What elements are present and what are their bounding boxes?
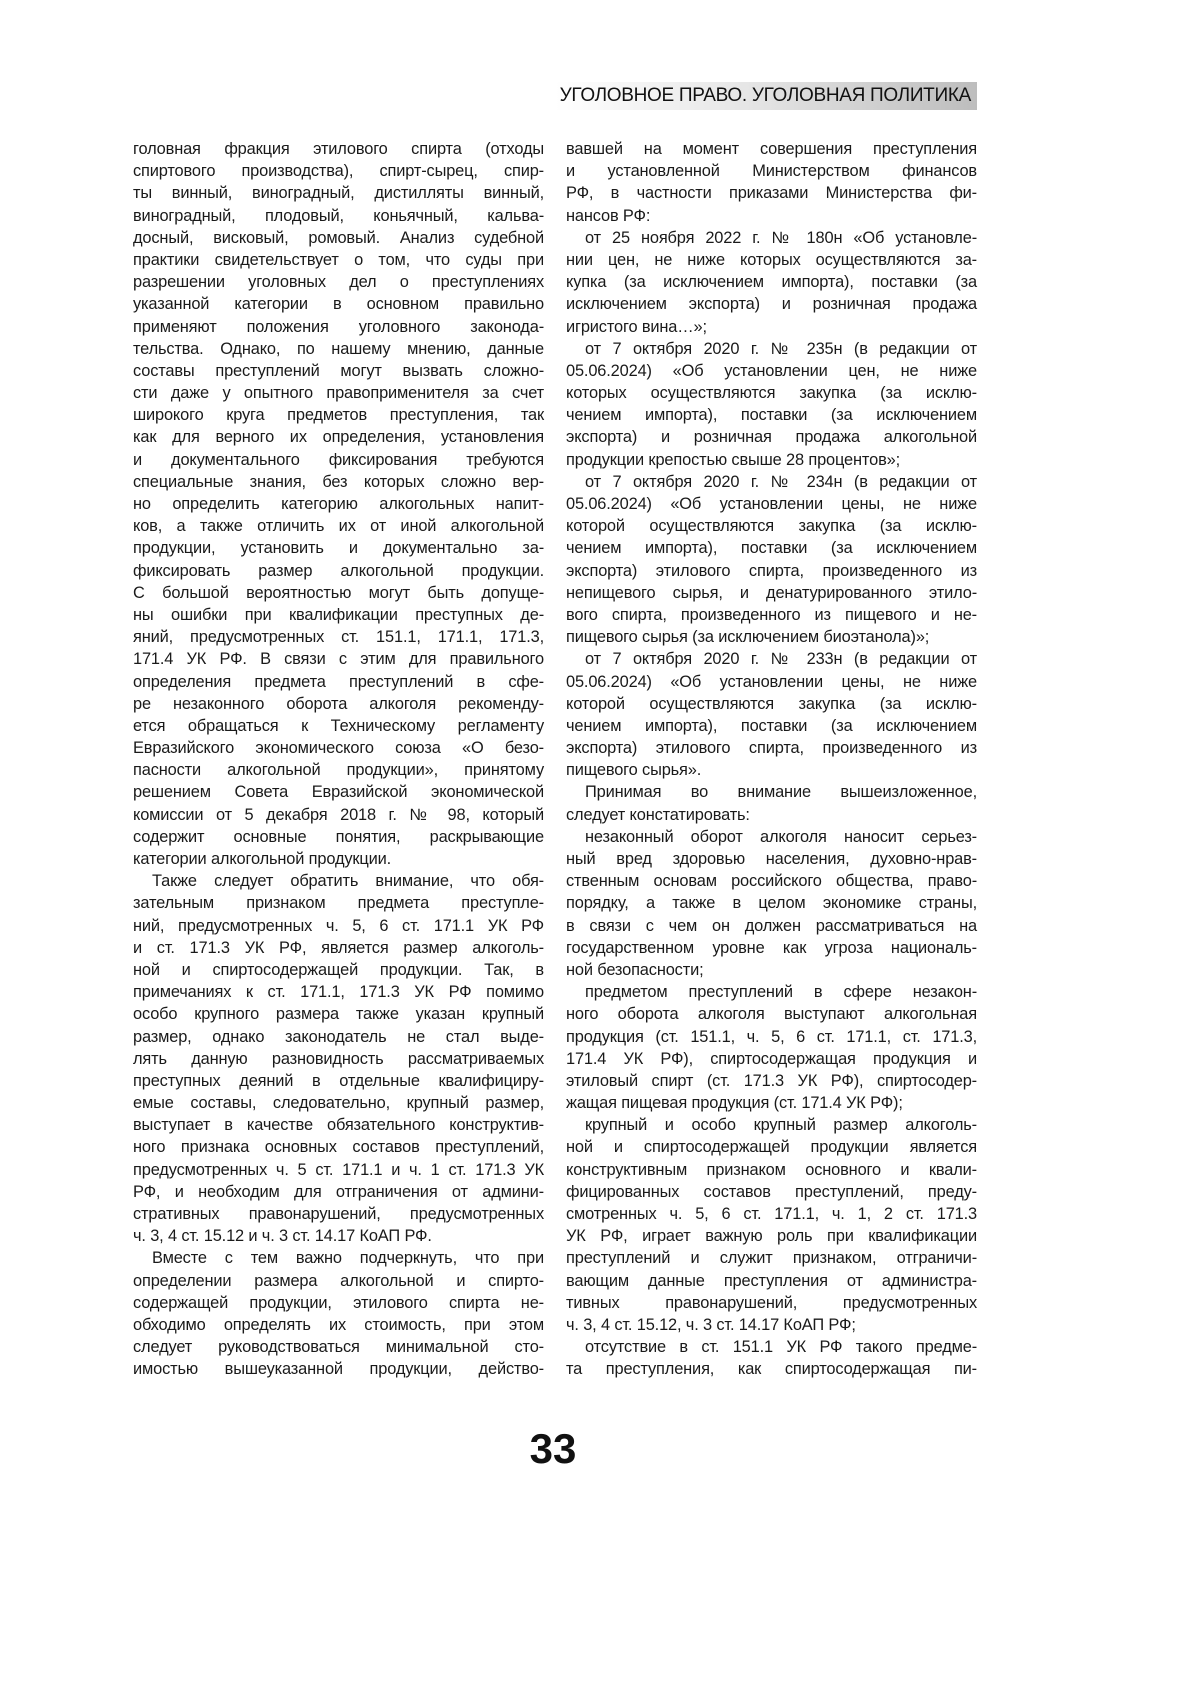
text-line: применяют положения уголовного законода- <box>133 316 544 338</box>
text-line: ного оборота алкоголя выступают алкогольная <box>566 1003 977 1025</box>
text-line: 171.4 УК РФ. В связи с этим для правильного <box>133 648 544 670</box>
text-line: пищевого сырья». <box>566 759 977 781</box>
text-line: от 25 ноября 2022 г. № 180н «Об установле- <box>566 227 977 249</box>
text-line: экспорта) и розничная продажа алкогольной <box>566 426 977 448</box>
text-line: предметом преступлений в сфере незакон- <box>566 981 977 1003</box>
text-line: сти даже у опытного правоприменителя за счет <box>133 382 544 404</box>
text-line: исключением экспорта) и розничная продажа <box>566 293 977 315</box>
text-line: виноградный, плодовый, коньячный, кальва- <box>133 205 544 227</box>
text-line: экспорта) этилового спирта, произведенного из <box>566 560 977 582</box>
text-line: примечаниях к ст. 171.1, 171.3 УК РФ помимо <box>133 981 544 1003</box>
text-line: этиловый спирт (ст. 171.3 УК РФ), спиртосодер- <box>566 1070 977 1092</box>
text-line: яний, предусмотренных ст. 151.1, 171.1, 171.3, <box>133 626 544 648</box>
text-line: 05.06.2024) «Об установлении цены, не ниже <box>566 671 977 693</box>
text-line: лять данную разновидность рассматриваемых <box>133 1048 544 1070</box>
text-line: определения предмета преступлений в сфе- <box>133 671 544 693</box>
text-line: досный, висковый, ромовый. Анализ судебной <box>133 227 544 249</box>
text-line: ный вред здоровью населения, духовно-нрав- <box>566 848 977 870</box>
text-line: УК РФ, играет важную роль при квалификации <box>566 1225 977 1247</box>
text-line: определении размера алкогольной и спирто- <box>133 1270 544 1292</box>
text-line: ний, предусмотренных ч. 5, 6 ст. 171.1 УК РФ <box>133 915 544 937</box>
text-line: ственным основам российского общества, право- <box>566 870 977 892</box>
text-line: имостью вышеуказанной продукции, действо- <box>133 1358 544 1380</box>
text-line: непищевого сырья, и денатурированного этило- <box>566 582 977 604</box>
paragraph <box>133 138 544 870</box>
text-line: экспорта) этилового спирта, произведенного из <box>566 737 977 759</box>
paragraph <box>133 1247 544 1380</box>
text-line: размер, однако законодатель не стал выде- <box>133 1026 544 1048</box>
text-line: в связи с чем он должен рассматриваться на <box>566 915 977 937</box>
text-line: незаконный оборот алкоголя наносит серьез- <box>566 826 977 848</box>
text-line: РФ, в частности приказами Министерства фи- <box>566 182 977 204</box>
page-number: 33 <box>0 1425 1106 1473</box>
text-line: игристого вина…»; <box>566 316 977 338</box>
text-line: ре незаконного оборота алкоголя рекоменду- <box>133 693 544 715</box>
text-line: зательным признаком предмета преступле- <box>133 892 544 914</box>
text-line: ется обращаться к Техническому регламенту <box>133 715 544 737</box>
text-line: емые составы, следовательно, крупный размер, <box>133 1092 544 1114</box>
running-header <box>555 82 977 110</box>
text-line: чением импорта), поставки (за исключением <box>566 537 977 559</box>
text-line: практики свидетельствует о том, что суды при <box>133 249 544 271</box>
text-line: ты винный, виноградный, дистилляты винный, <box>133 182 544 204</box>
paragraph <box>566 781 977 825</box>
paragraph <box>566 227 977 338</box>
paragraph <box>566 471 977 649</box>
text-line: ков, а также отличить их от иной алкогольной <box>133 515 544 537</box>
text-line: следует руководствоваться минимальной сто- <box>133 1336 544 1358</box>
text-line: спиртового производства), спирт-сырец, спир- <box>133 160 544 182</box>
paragraph <box>133 870 544 1247</box>
text-line: РФ, и необходим для отграничения от админи- <box>133 1181 544 1203</box>
right-column <box>566 138 977 1381</box>
text-line: продукции крепостью свыше 28 процентов»; <box>566 449 977 471</box>
text-line: ч. 3, 4 ст. 15.12, ч. 3 ст. 14.17 КоАП РФ; <box>566 1314 977 1336</box>
text-line: и установленной Министерством финансов <box>566 160 977 182</box>
text-line: Также следует обратить внимание, что обя- <box>133 870 544 892</box>
text-line: широкого круга предметов преступления, так <box>133 404 544 426</box>
text-line: предусмотренных ч. 5 ст. 171.1 и ч. 1 ст. 171.3 УК <box>133 1159 544 1181</box>
text-line: пищевого сырья (за исключением биоэтанола)»; <box>566 626 977 648</box>
text-line: разрешении уголовных дел о преступлениях <box>133 271 544 293</box>
text-line: но определить категорию алкогольных напит- <box>133 493 544 515</box>
text-line: жащая пищевая продукция (ст. 171.4 УК РФ); <box>566 1092 977 1114</box>
text-line: от 7 октября 2020 г. № 235н (в редакции от <box>566 338 977 360</box>
paragraph <box>566 826 977 981</box>
paragraph <box>566 138 977 227</box>
text-line: решением Совета Евразийской экономической <box>133 781 544 803</box>
text-line: комиссии от 5 декабря 2018 г. № 98, который <box>133 804 544 826</box>
text-line: нансов РФ: <box>566 205 977 227</box>
text-line: нии цен, не ниже которых осуществляются за- <box>566 249 977 271</box>
paragraph <box>566 1114 977 1336</box>
text-line: Вместе с тем важно подчеркнуть, что при <box>133 1247 544 1269</box>
text-line: ного признака основных составов преступлений, <box>133 1136 544 1158</box>
text-line: составы преступлений могут вызвать сложно- <box>133 360 544 382</box>
text-line: вого спирта, произведенного из пищевого и не- <box>566 604 977 626</box>
text-line: от 7 октября 2020 г. № 234н (в редакции от <box>566 471 977 493</box>
text-line: указанной категории в основном правильно <box>133 293 544 315</box>
text-line: 171.4 УК РФ), спиртосодержащая продукция и <box>566 1048 977 1070</box>
text-line: ной и спиртосодержащей продукции. Так, в <box>133 959 544 981</box>
paragraph <box>566 338 977 471</box>
text-line: обходимо определять их стоимость, при этом <box>133 1314 544 1336</box>
text-line: головная фракция этилового спирта (отходы <box>133 138 544 160</box>
text-line: 05.06.2024) «Об установлении цен, не ниже <box>566 360 977 382</box>
left-column <box>133 138 544 1381</box>
text-line: и документального фиксирования требуются <box>133 449 544 471</box>
text-line: продукция (ст. 151.1, ч. 5, 6 ст. 171.1, ст. 171.3, <box>566 1026 977 1048</box>
text-line: Евразийского экономического союза «О безо- <box>133 737 544 759</box>
paragraph <box>566 1336 977 1380</box>
text-line: вавшей на момент совершения преступления <box>566 138 977 160</box>
text-line: от 7 октября 2020 г. № 233н (в редакции от <box>566 648 977 670</box>
text-line: категории алкогольной продукции. <box>133 848 544 870</box>
text-line: специальные знания, без которых сложно вер- <box>133 471 544 493</box>
text-line: пасности алкогольной продукции», принятому <box>133 759 544 781</box>
text-line: государственном уровне как угроза националь- <box>566 937 977 959</box>
text-line: чением импорта), поставки (за исключением <box>566 404 977 426</box>
text-line: преступных деяний в отдельные квалифициру- <box>133 1070 544 1092</box>
text-line: отсутствие в ст. 151.1 УК РФ такого предме- <box>566 1336 977 1358</box>
text-line: фиксировать размер алкогольной продукции. <box>133 560 544 582</box>
text-line: С большой вероятностью могут быть допуще- <box>133 582 544 604</box>
text-line: ч. 3, 4 ст. 15.12 и ч. 3 ст. 14.17 КоАП РФ. <box>133 1225 544 1247</box>
paragraph <box>566 648 977 781</box>
text-line: вающим данные преступления от администра- <box>566 1270 977 1292</box>
text-line: ной и спиртосодержащей продукции является <box>566 1136 977 1158</box>
text-line: стративных правонарушений, предусмотренных <box>133 1203 544 1225</box>
text-line: выступает в качестве обязательного конструктив- <box>133 1114 544 1136</box>
text-line: особо крупного размера также указан крупный <box>133 1003 544 1025</box>
text-line: смотренных ч. 5, 6 ст. 171.1, ч. 1, 2 ст. 171.3 <box>566 1203 977 1225</box>
text-line: тивных правонарушений, предусмотренных <box>566 1292 977 1314</box>
text-line: которой осуществляются закупка (за исклю- <box>566 515 977 537</box>
text-line: тельства. Однако, по нашему мнению, данные <box>133 338 544 360</box>
text-line: Принимая во внимание вышеизложенное, <box>566 781 977 803</box>
text-line: 05.06.2024) «Об установлении цены, не ниже <box>566 493 977 515</box>
text-line: которой осуществляются закупка (за исклю- <box>566 693 977 715</box>
text-line: порядку, а также в целом экономике страны, <box>566 892 977 914</box>
text-line: преступлений и служит признаком, отграничи- <box>566 1247 977 1269</box>
text-line: конструктивным признаком основного и квали- <box>566 1159 977 1181</box>
text-line: чением импорта), поставки (за исключением <box>566 715 977 737</box>
text-line: и ст. 171.3 УК РФ, является размер алкоголь- <box>133 937 544 959</box>
text-line: продукции, установить и документально за- <box>133 537 544 559</box>
text-line: которых осуществляются закупка (за исклю- <box>566 382 977 404</box>
paragraph <box>566 981 977 1114</box>
text-line: следует констатировать: <box>566 804 977 826</box>
text-line: фицированных составов преступлений, преду- <box>566 1181 977 1203</box>
text-line: как для верного их определения, установления <box>133 426 544 448</box>
text-line: та преступления, как спиртосодержащая пи- <box>566 1358 977 1380</box>
text-line: крупный и особо крупный размер алкоголь- <box>566 1114 977 1136</box>
text-line: ной безопасности; <box>566 959 977 981</box>
section-title: УГОЛОВНОЕ ПРАВО. УГОЛОВНАЯ ПОЛИТИКА <box>560 85 971 107</box>
text-line: содержащей продукции, этилового спирта не- <box>133 1292 544 1314</box>
text-line: содержит основные понятия, раскрывающие <box>133 826 544 848</box>
text-line: ны ошибки при квалификации преступных де- <box>133 604 544 626</box>
text-line: купка (за исключением импорта), поставки (за <box>566 271 977 293</box>
